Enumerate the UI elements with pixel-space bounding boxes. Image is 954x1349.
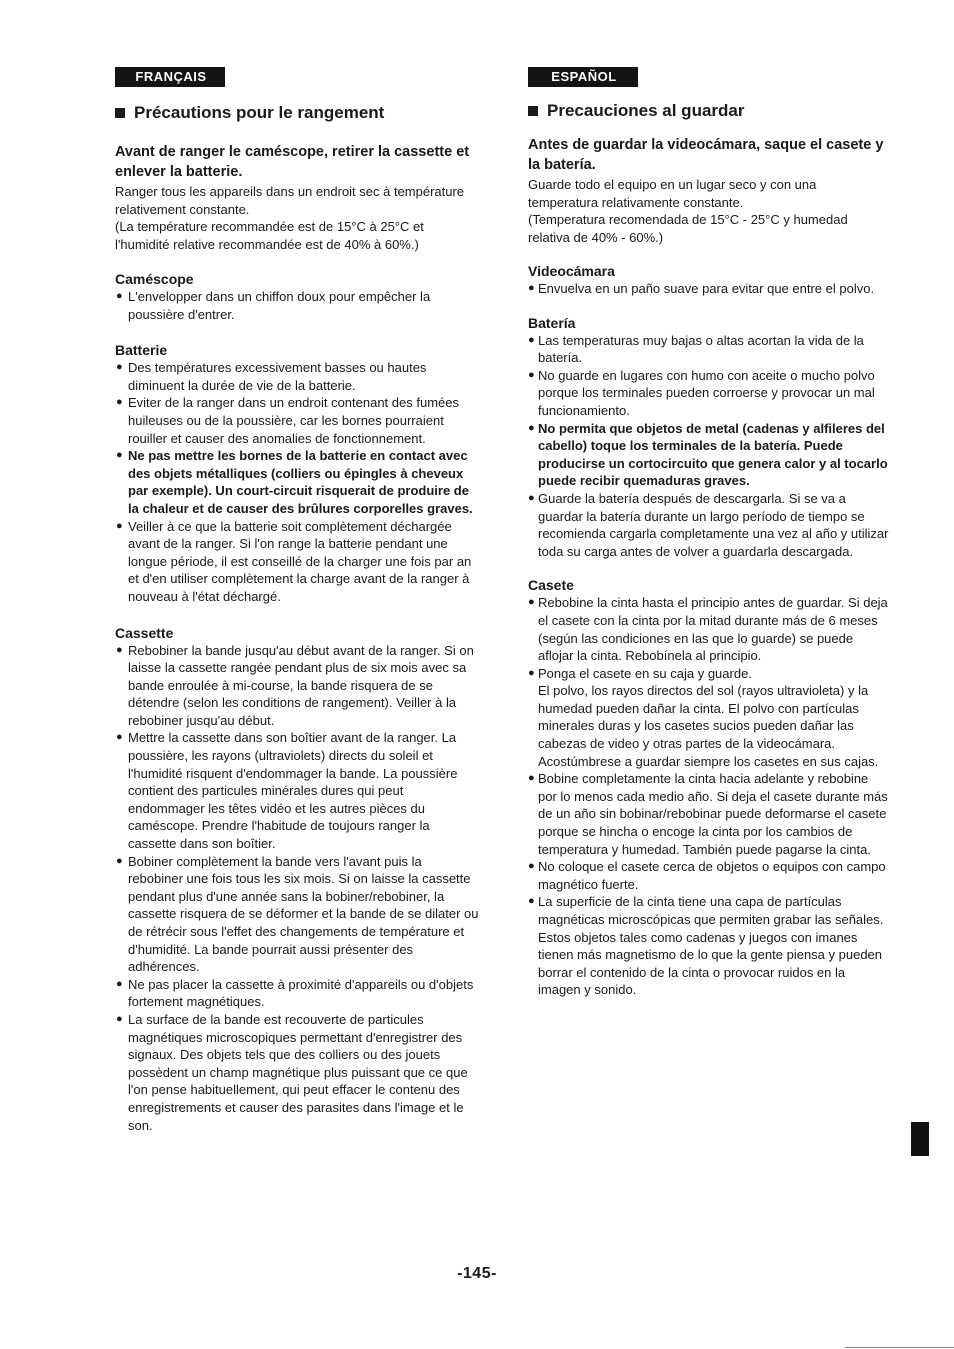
heading-casete: Casete	[528, 577, 574, 594]
list-item: ● No guarde en lugares con humo con aceite o mucho polvo porque los terminales pueden corroerse y provocar un mal funcionamiento.	[528, 367, 875, 418]
heading-batterie: Batterie	[115, 342, 168, 359]
heading-videocamara: Videocámara	[528, 263, 615, 279]
list-item: ● Bobine completamente la cinta hacia adelante y rebobine por lo menos cada medio año. Si deja el casete durante más de un año sin bobinar/rebobinar puede deformarse el casete porque se hincha o encoge la cinta por los cambios de temperatura y humedad. También puede pagarse la cinta.	[528, 771, 888, 857]
bullet-icon: ●	[116, 731, 123, 744]
list-item: ● Mettre la cassette dans son boîtier avant de la ranger. La poussière, les rayons (ultraviolets) directs du soleil et l'humidité risquent d'endommager la bande. La poussière contient des particules minérales dures qui peut endommager les têtes vidéo et les autres pièces du caméscope. Prendre l'habitude de toujours ranger la cassette dans son boîtier.	[116, 730, 458, 852]
subhead-french: Avant de ranger le caméscope, retirer la cassette et enlever la batterie.	[115, 144, 470, 180]
footer-rule	[845, 1347, 954, 1348]
intro-paragraph: Ranger tous les appareils dans un endroit sec à température relativement constante.	[115, 184, 465, 217]
list-item: ● Ne pas placer la cassette à proximité d'appareils ou d'objets fortement magnétiques.	[116, 976, 474, 1010]
french-column	[115, 67, 480, 1134]
list-cassette	[115, 642, 480, 1135]
bullet-icon: ●	[528, 666, 535, 679]
list-item: ● La superficie de la cinta tiene una capa de partículas magnéticas microscópicas que permiten grabar las señales. Estos objetos tales como cadenas y juegos con imanes tienen más magnetismo de lo que la gente piensa y pueden borrar el contenido de la cinta o provocar ruidos en la imagen y sonido.	[528, 894, 884, 998]
list-item: ● Ponga el casete en su caja y guarde. El polvo, los rayos directos del sol (rayos ultravioleta) y la humedad pueden dañar la cinta. El polvo con partículas minerales duras y los casetes sucios pueden dañar las cabezas de video y otras partes de la videocámara. Acostúmbrese a guardar siempre los casetes en sus cajas.	[528, 665, 890, 771]
bullet-icon: ●	[528, 772, 535, 785]
bullet-icon: ●	[528, 596, 535, 609]
list-bateria	[528, 332, 890, 561]
heading-bateria: Batería	[528, 314, 576, 331]
section-title-text: Précautions pour le rangement	[134, 103, 385, 122]
list-item: ● Guarde la batería después de descargarla. Si se va a guardar la batería durante un largo período de tiempo se recomienda cargarla completamente una vez al año y utilizar toda su carga antes de volver a guardarla descargada.	[528, 490, 889, 559]
list-item-warning: ● Ne pas mettre les bornes de la batterie en contact avec des objets métalliques (colliers ou épingles à cheveux par exemple). Un court-circuit risquerait de produire de la chaleur et de causer des brûlures corporelles graves.	[116, 448, 473, 516]
bullet-icon: ●	[116, 1012, 123, 1025]
section-title-spanish	[528, 101, 890, 121]
list-item: ● Rebobine la cinta hasta el principio antes de guardar. Si deja el casete con la cinta por la mitad durante más de 6 meses (según las condiciones en las que lo guarde) se puede aflojar la cinta. Rebobínela al principio.	[528, 595, 888, 664]
subhead-spanish: Antes de guardar la videocámara, saque el casete y la batería.	[528, 137, 884, 173]
bullet-icon: ●	[116, 361, 123, 374]
list-item-warning: ● No permita que objetos de metal (cadenas y alfileres del cabello) toque los terminales de la batería. Puede producirse un cortocircuito que genera calor y al tocarlo puede recibir quemaduras graves.	[528, 420, 888, 489]
list-item-continuation: El polvo, los rayos directos del sol (rayos ultravioleta) y la humedad pueden dañar la cinta. El polvo con partículas minerales duras y los casetes sucios pueden dañar las cabezas de video y otras partes de la videocámara. Acostúmbrese a guardar siempre los casetes en sus cajas.	[538, 683, 879, 769]
bullet-icon: ●	[116, 449, 123, 462]
language-tag-spanish: ESPAÑOL	[528, 67, 638, 87]
bullet-icon: ●	[528, 368, 535, 381]
list-item: ● Rebobiner la bande jusqu'au début avant de la ranger. Si on laisse la cassette rangée pendant plus de six mois avec sa bande enroulée à mi-course, la bande risquera de se détendre (selon les conditions de rangement). Veiller à la rebobiner jusqu'au début.	[116, 642, 474, 728]
list-item: ● Bobiner complètement la bande vers l'avant puis la rebobiner une fois tous les six mois. Si on laisse la cassette pendant plus d'une année sans la bobiner/rebobiner, la cassette risquera de se déformer et la bande de se dilater ou de rétrécir sous l'effet des changements de température et d'humidité. La bande pourrait aussi présenter des adhérences.	[116, 853, 479, 975]
list-item: ● Des températures excessivement basses ou hautes diminuent la durée de vie de la batterie.	[116, 360, 427, 393]
intro-paragraph: Guarde todo el equipo en un lugar seco y con una temperatura relativamente constante.	[528, 177, 817, 210]
bullet-icon: ●	[528, 491, 535, 504]
spanish-column	[528, 67, 890, 999]
intro-note: (La température recommandée est de 15°C à 25°C et l'humidité relative recommandée est de 40% à 60%.)	[115, 219, 424, 252]
list-videocamara	[528, 280, 890, 298]
bullet-icon: ●	[528, 333, 535, 346]
heading-cassette: Cassette	[115, 624, 174, 641]
list-item: ● Eviter de la ranger dans un endroit contenant des fumées huileuses ou de la poussière, car les bornes pourraient rouiller et causer des anomalies de fonctionnement.	[116, 395, 459, 446]
list-item: ● Envuelva en un paño suave para evitar que entre el polvo.	[528, 281, 875, 296]
bullet-icon: ●	[528, 860, 535, 873]
square-bullet-icon	[115, 108, 125, 118]
intro-note: (Temperatura recomendada de 15°C - 25°C y humedad relativa de 40% - 60%.)	[528, 212, 848, 245]
bullet-icon: ●	[528, 421, 535, 434]
section-title-text: Precauciones al guardar	[547, 101, 745, 120]
bullet-icon: ●	[528, 895, 535, 908]
bullet-icon: ●	[116, 643, 123, 656]
page-edge-marker	[911, 1122, 929, 1156]
list-item: ● No coloque el casete cerca de objetos o equipos con campo magnético fuerte.	[528, 859, 886, 892]
bullet-icon: ●	[116, 854, 123, 867]
list-item: ● La surface de la bande est recouverte de particules magnétiques microscopiques permettant d'enregistrer des signaux. Des objets tels que des colliers ou des jouets possèdent un champ magnétique plus puissant que ce que l'on pense habituellement, qui peut effacer le contenu des enregistrements et causer des parasites dans l'image et le son.	[116, 1011, 468, 1133]
list-batterie	[115, 359, 480, 605]
language-tag-french: FRANÇAIS	[115, 67, 225, 87]
list-item: ● L'envelopper dans un chiffon doux pour empêcher la poussière d'entrer.	[116, 289, 431, 322]
bullet-icon: ●	[116, 519, 123, 532]
bullet-icon: ●	[116, 396, 123, 409]
square-bullet-icon	[528, 106, 538, 116]
page-number: -145-	[457, 1265, 497, 1282]
bullet-icon: ●	[528, 282, 535, 294]
list-casete	[528, 594, 890, 999]
section-title-french	[115, 103, 480, 123]
bullet-icon: ●	[116, 290, 123, 302]
list-item: ● Las temperaturas muy bajas o altas acortan la vida de la batería.	[528, 332, 864, 366]
list-camescope	[115, 288, 480, 323]
list-item: ● Veiller à ce que la batterie soit complètement déchargée avant de la ranger. Si l'on range la batterie pendant une longue période, il est conseillé de la charger une fois par an et d'en utiliser complètement la charge avant de la ranger à nouveau à l'état déchargé.	[116, 518, 472, 604]
heading-camescope: Caméscope	[115, 271, 194, 287]
bullet-icon: ●	[116, 977, 123, 990]
